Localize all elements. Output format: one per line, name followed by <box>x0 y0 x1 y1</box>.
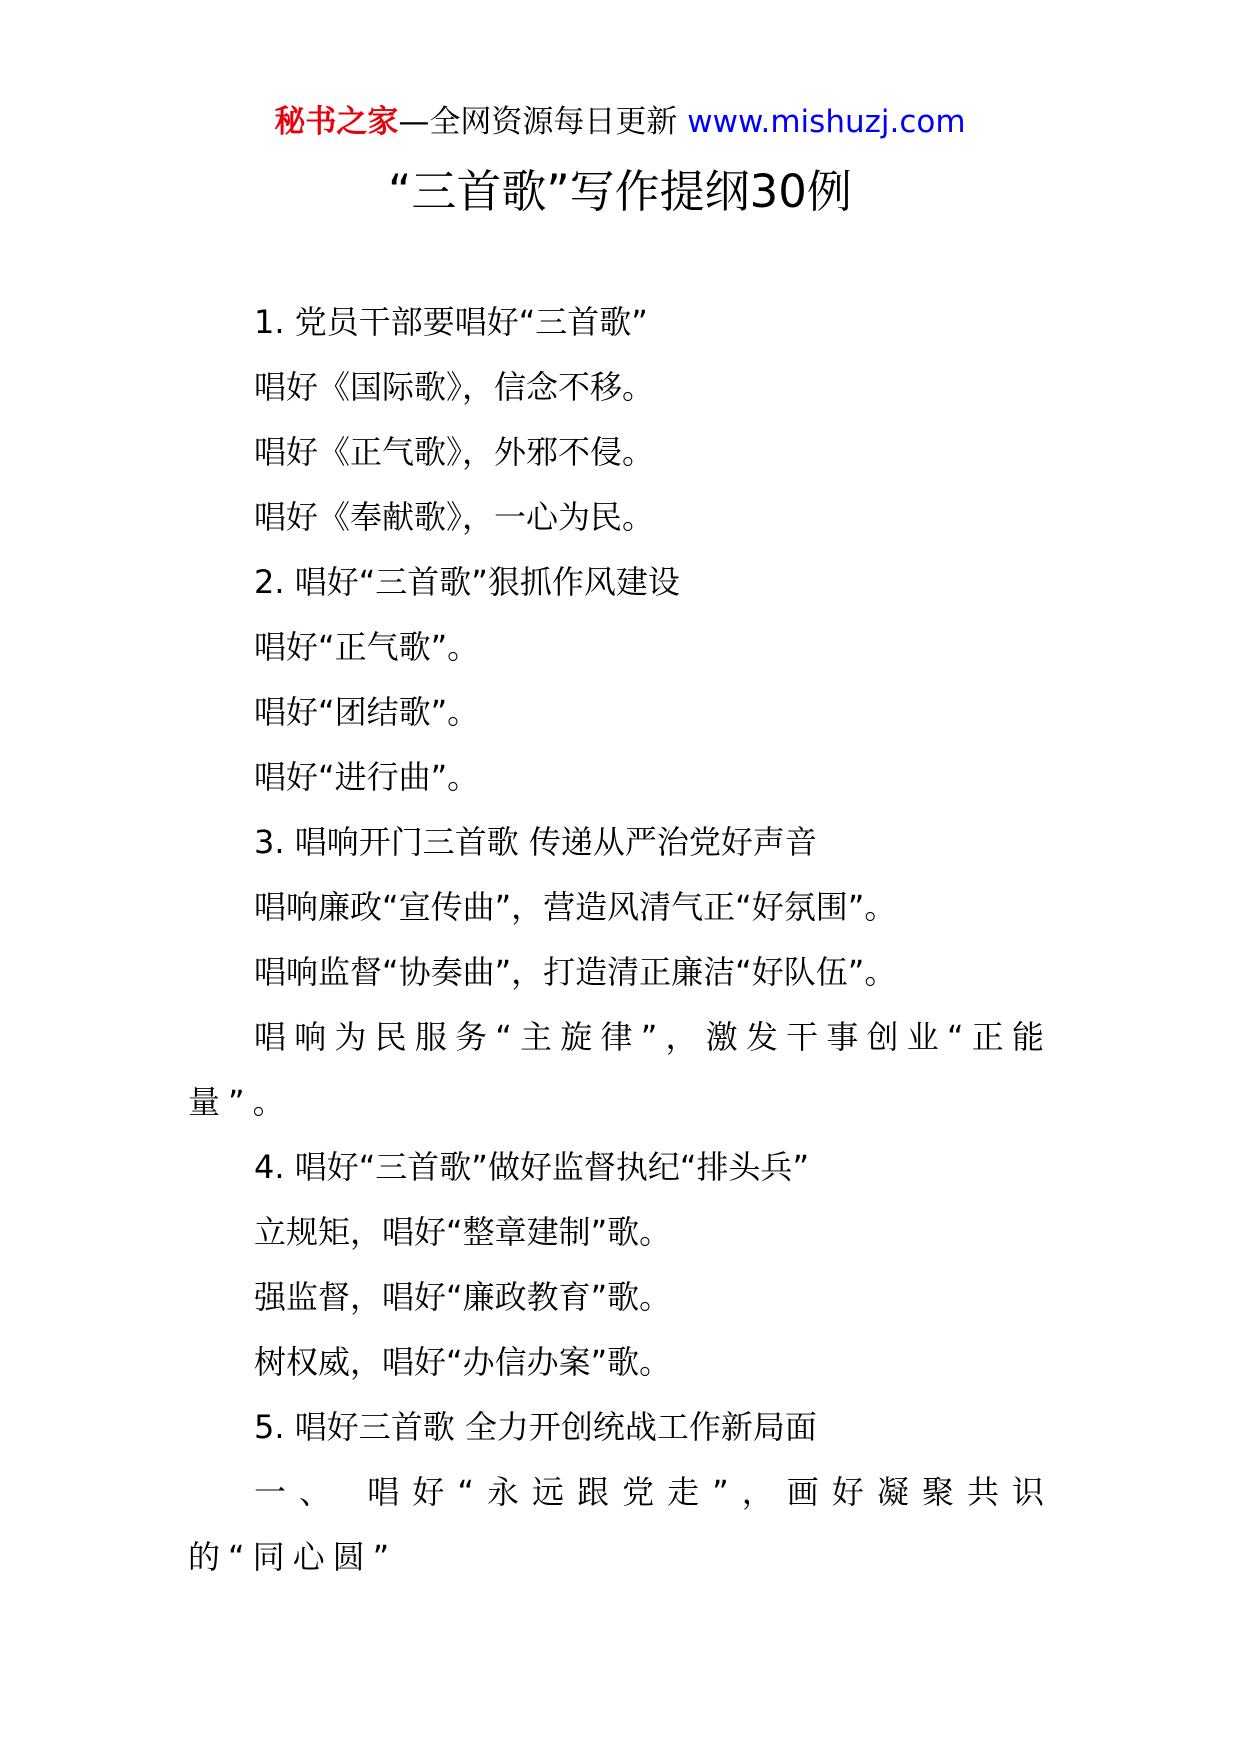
paragraph: 一、 唱好“永远跟党走”，画好凝聚共识的“同心圆” <box>188 1473 1052 1576</box>
paragraph: 唱响监督“协奏曲”，打造清正廉洁“好队伍”。 <box>254 953 897 991</box>
paragraph: 立规矩，唱好“整章建制”歌。 <box>254 1213 672 1251</box>
paragraph: 唱好《正气歌》，外邪不侵。 <box>254 433 655 471</box>
section-heading-5: 5. 唱好三首歌 全力开创统战工作新局面 <box>254 1408 817 1446</box>
header-tagline: —全网资源每日更新 <box>398 104 678 140</box>
paragraph: 唱好“进行曲”。 <box>254 758 480 796</box>
brand-name: 秘书之家 <box>274 104 399 140</box>
paragraph: 唱响廉政“宣传曲”，营造风清气正“好氛围”。 <box>254 888 897 926</box>
section-heading-1: 1. 党员干部要唱好“三首歌” <box>254 303 648 341</box>
section-heading-3: 3. 唱响开门三首歌 传递从严治党好声音 <box>254 823 817 861</box>
site-header <box>0 100 1240 144</box>
paragraph: 树权威，唱好“办信办案”歌。 <box>254 1343 672 1381</box>
paragraph: 唱好“团结歌”。 <box>254 693 480 731</box>
paragraph: 唱好《奉献歌》，一心为民。 <box>254 498 655 536</box>
document-body <box>188 290 1052 1590</box>
paragraph: 强监督，唱好“廉政教育”歌。 <box>254 1278 672 1316</box>
paragraph: 唱好《国际歌》，信念不移。 <box>254 368 655 406</box>
document-title: “三首歌”写作提纲30例 <box>388 165 852 218</box>
section-heading-4: 4. 唱好“三首歌”做好监督执纪“排头兵” <box>254 1148 810 1186</box>
site-url-link[interactable]: www.mishuzj.com <box>687 104 966 140</box>
paragraph: 唱好“正气歌”。 <box>254 628 480 666</box>
paragraph: 唱响为民服务“主旋律”，激发干事创业“正能量”。 <box>188 1018 1052 1121</box>
section-heading-2: 2. 唱好“三首歌”狠抓作风建设 <box>254 563 680 601</box>
